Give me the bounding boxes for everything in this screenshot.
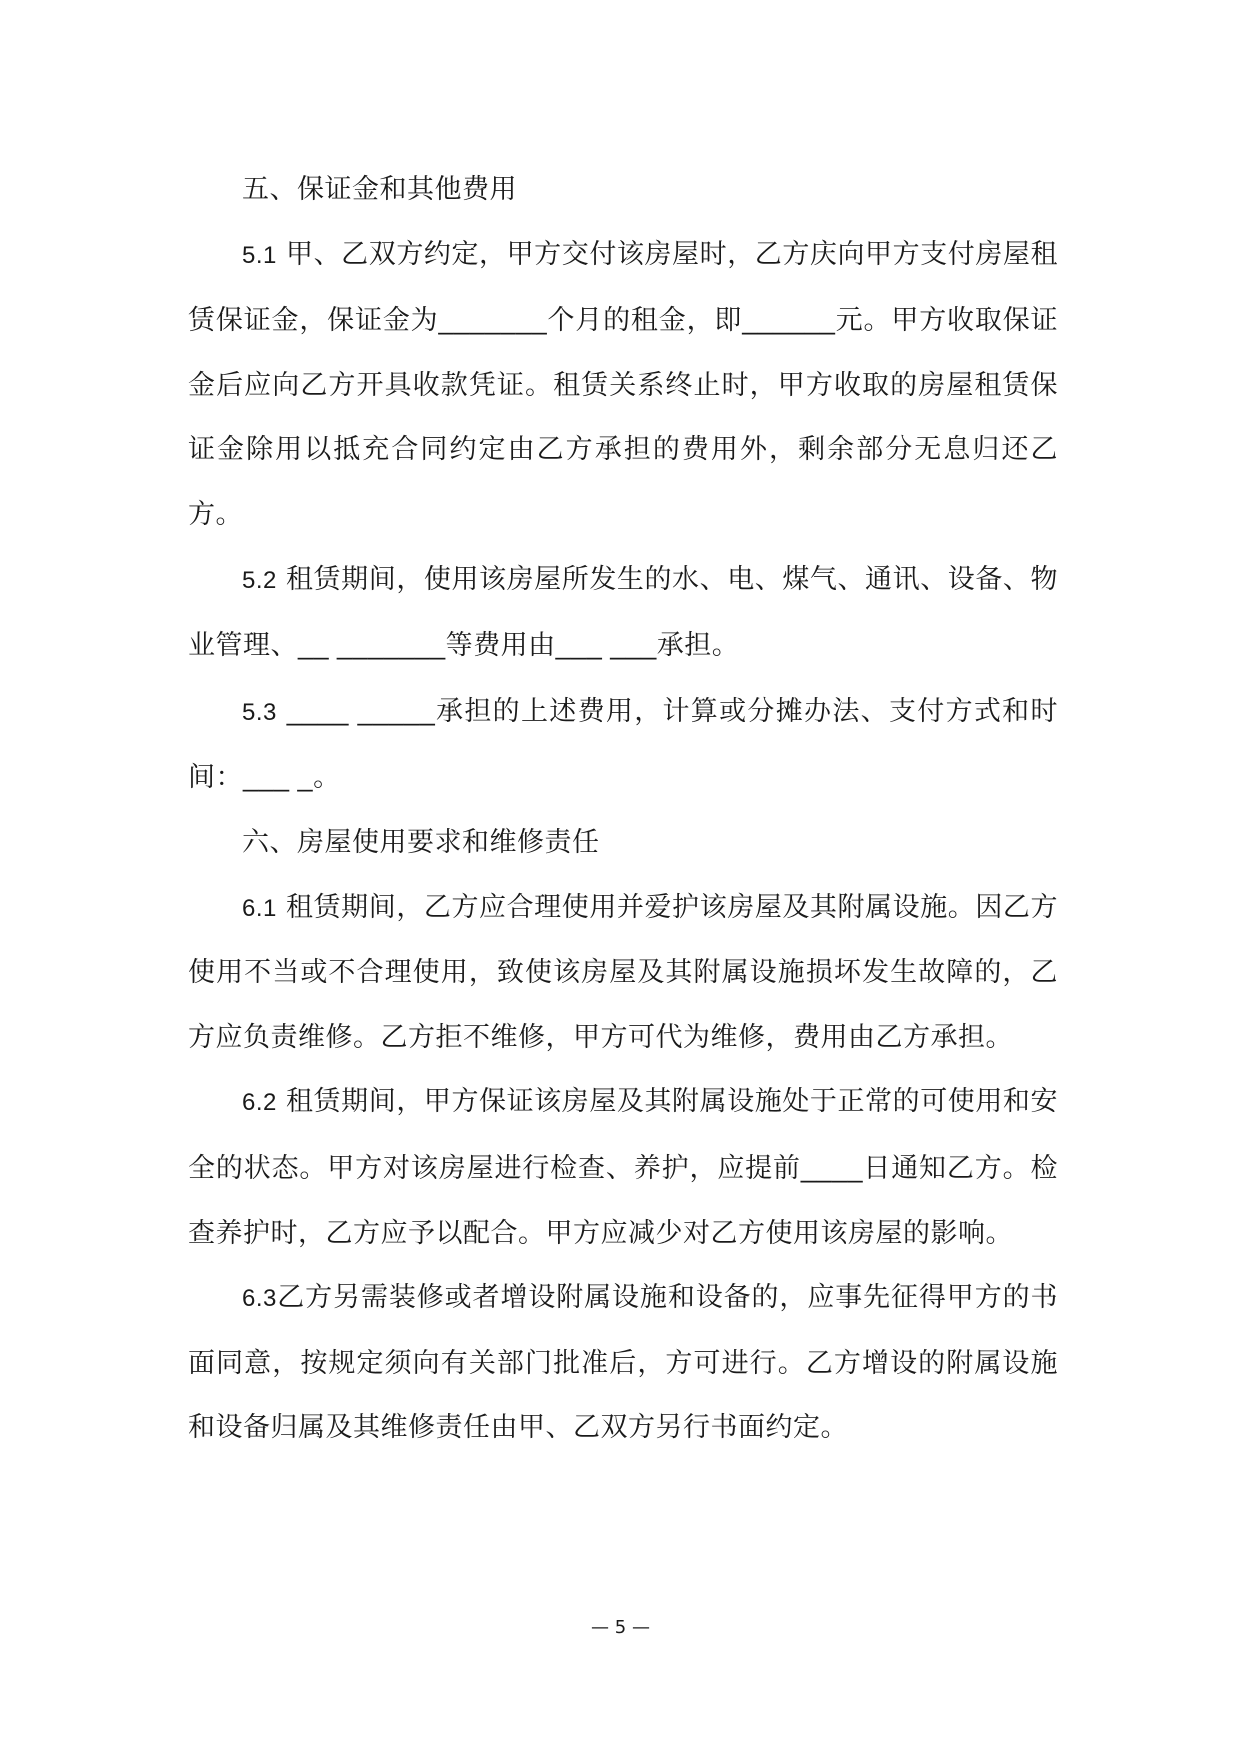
clause-text (277, 696, 287, 727)
clause-5-3 (188, 679, 1058, 811)
clause-number: 6.2 (242, 1089, 277, 1117)
clause-text: 租赁期间，甲方保证该房屋及其附属设施处于正常的可使用和安全的状态。甲方对该房屋进行检查、养护，应提前 (188, 1086, 1058, 1184)
fill-blank: ___ _ (243, 762, 314, 793)
fill-blank: ___ ___ (555, 630, 657, 661)
clause-number: 6.3 (242, 1285, 277, 1313)
clause-text: 乙方另需装修或者增设附属设施和设备的，应事先征得甲方的书面同意，按规定须向有关部门批准后，方可进行。乙方增设的附属设施和设备归属及其维修责任由甲、乙双方另行书面约定。 (188, 1282, 1058, 1444)
clause-6-3 (188, 1266, 1058, 1461)
clause-text: 承担。 (656, 630, 740, 662)
clause-text: 租赁期间，乙方应合理使用并爱护该房屋及其附属设施。因乙方使用不当或不合理使用，致使该房屋及其附属设施损坏发生故障的，乙方应负责维修。乙方拒不维修，甲方可代为维修，费用由乙方承担。 (188, 891, 1058, 1053)
page-number: — 5 — (591, 1617, 650, 1638)
clause-text: 租赁期间，使用该房屋所发生的水、电、煤气、通讯、设备、物业管理、 (188, 563, 1058, 662)
clause-number: 5.3 (242, 698, 277, 726)
clause-5-2 (188, 548, 1058, 679)
clause-text: 。 (313, 762, 341, 794)
fill-blank: ____ (800, 1152, 863, 1183)
document-body (188, 158, 1058, 1461)
clause-6-2 (188, 1070, 1058, 1266)
clause-text: 个月的租金，即 (547, 305, 743, 337)
clause-number: 6.1 (242, 894, 277, 922)
section-heading-6: 六、房屋使用要求和维修责任 (242, 826, 600, 858)
fill-blank: _______ (438, 305, 548, 336)
clause-text: 元。甲方收取保证金后应向乙方开具收款凭证。租赁关系终止时，甲方收取的房屋租赁保证金除用以抵充合同约定由乙方承担的费用外，剩余部分无息归还乙方。 (188, 305, 1059, 530)
section-heading-5: 五、保证金和其他费用 (242, 174, 517, 205)
clause-6-1 (188, 876, 1058, 1071)
clause-text: 承担的上述费用，计算或分摊办法、支付方式和时间： (188, 695, 1058, 794)
clause-text: 日通知乙方。检查养护时，乙方应予以配合。甲方应减少对乙方使用该房屋的影响。 (188, 1152, 1058, 1249)
fill-blank: __ _______ (298, 630, 446, 661)
clause-number: 5.2 (242, 566, 277, 594)
clause-number: 5.1 (242, 241, 277, 269)
fill-blank: ____ _____ (286, 695, 436, 726)
clause-5-1 (188, 223, 1058, 548)
clause-text: 等费用由 (445, 630, 556, 662)
clause-text: 甲、乙双方约定，甲方交付该房屋时，乙方庆向甲方支付房屋租赁保证金，保证金为 (188, 238, 1058, 337)
fill-blank: ______ (742, 305, 836, 336)
